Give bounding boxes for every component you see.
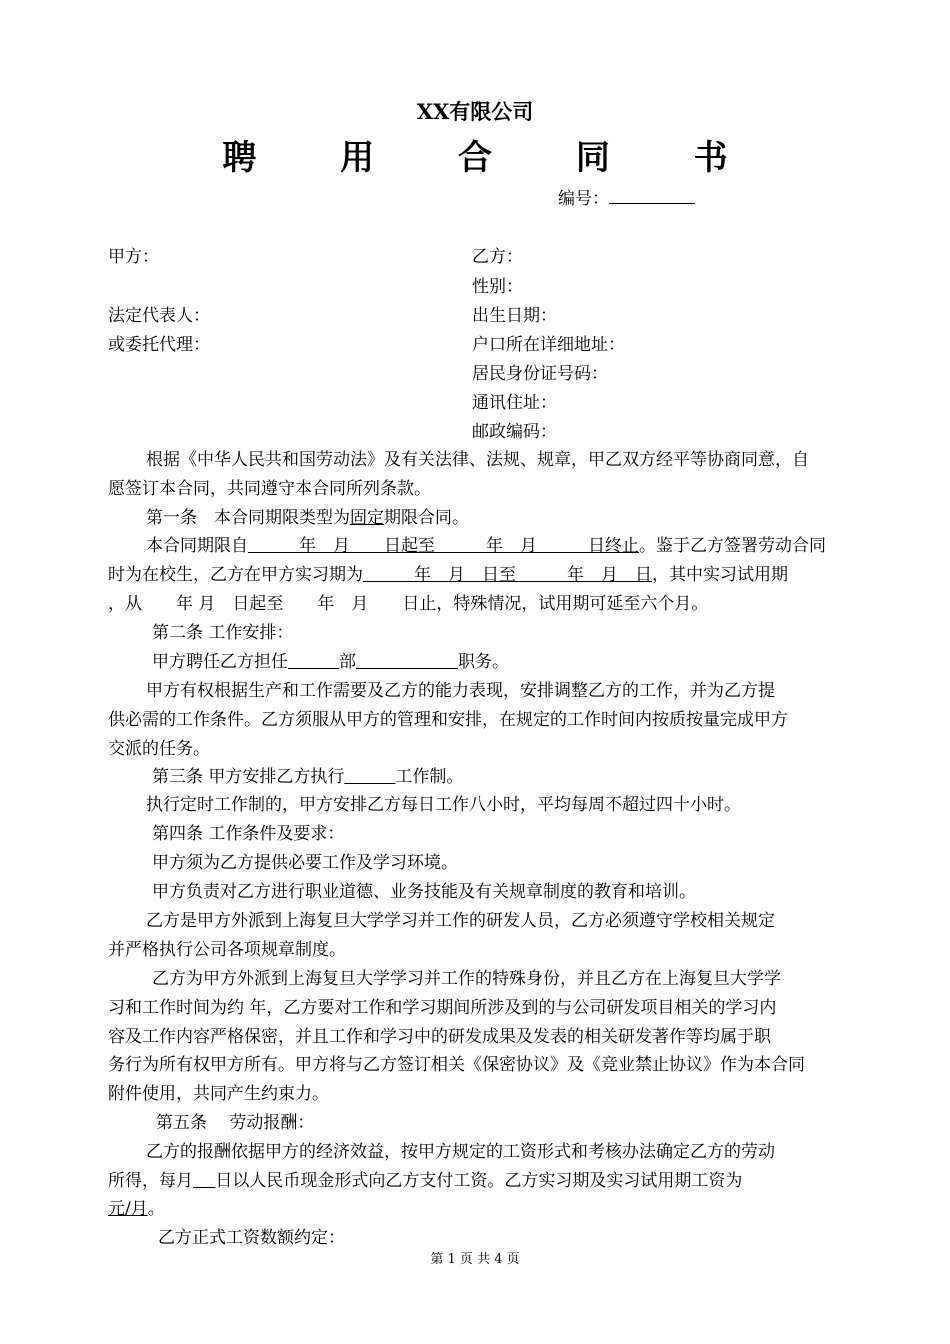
- article-4-para-3-line-1: 乙方是甲方外派到上海复旦大学学习并工作的研发人员，乙方必须遵守学校相关规定: [146, 911, 775, 931]
- position-post: 职务。: [458, 652, 509, 672]
- article-4-para-4-line-3: 容及工作内容严格保密，并且工作和学习中的研发成果及发表的相关研发著作等均属于职: [108, 1027, 771, 1047]
- article-1-pre: 第一条 本合同期限类型为: [146, 508, 350, 528]
- article-1-fixed: 固定: [350, 508, 384, 528]
- internship-line: [108, 560, 788, 585]
- article-5-para-2: 乙方正式工资数额约定：: [158, 1228, 345, 1248]
- article-5-para-1-line-1: 乙方的报酬依据甲方的经济效益，按甲方规定的工资形式和考核办法确定乙方的劳动: [146, 1142, 775, 1162]
- internship-post: ，其中实习试用期: [652, 565, 788, 585]
- internship-dates: 年 月 日至 年 月 日: [363, 565, 652, 585]
- department-blank: [288, 652, 339, 672]
- id-number-label: 居民身份证号码：: [472, 364, 608, 384]
- internship-pre: 时为在校生，乙方在甲方实习期为: [108, 565, 363, 585]
- article-4-para-4-line-4: 务行为所有权甲方所有。甲方将与乙方签订相关《保密协议》及《竞业禁止协议》作为本合同: [108, 1055, 805, 1075]
- article-4-para-2: 甲方负责对乙方进行职业道德、业务技能及有关规章制度的教育和培训。: [152, 882, 696, 902]
- address-label: 通讯住址：: [472, 393, 557, 413]
- article-5-heading: 第五条 劳动报酬：: [156, 1113, 315, 1133]
- legal-rep-label: 法定代表人：: [108, 306, 210, 326]
- agent-label: 或委托代理：: [108, 335, 210, 355]
- article-5-para-1-line-2: [108, 1166, 742, 1191]
- pay-day-blank: [193, 1171, 215, 1191]
- party-a-label: 甲方：: [108, 247, 159, 267]
- party-b-label: 乙方：: [472, 247, 523, 267]
- page-footer: 第 1 页 共 4 页: [430, 1252, 520, 1267]
- article-2-para-3: 交派的任务。: [108, 739, 210, 759]
- article-1-post: 期限合同。: [384, 508, 469, 528]
- position-blank: [356, 652, 458, 672]
- document-number: [558, 184, 695, 209]
- document-number-label: 编号：: [558, 189, 609, 209]
- pay-day-pre: 所得，每月: [108, 1171, 193, 1191]
- salary-unit: 元/月: [108, 1199, 148, 1219]
- article-2-para-2: 供必需的工作条件。乙方须服从甲方的管理和安排，在规定的工作时间内按质按量完成甲方: [108, 710, 788, 730]
- article-4-para-1: 甲方须为乙方提供必要工作及学习环境。: [152, 853, 458, 873]
- contract-title: 聘 用 合 同 书: [222, 138, 764, 178]
- article-4-para-4-line-1: 乙方为甲方外派到上海复旦大学学习并工作的特殊身份，并且乙方在上海复旦大学学: [152, 969, 781, 989]
- work-system-blank: [344, 767, 395, 787]
- hukou-label: 户口所在详细地址：: [472, 335, 625, 355]
- article-2-para-1: 甲方有权根据生产和工作需要及乙方的能力表现，安排调整乙方的工作，并为乙方提: [146, 681, 775, 701]
- article-4-heading: 第四条 工作条件及要求：: [152, 824, 345, 844]
- probation-line: ，从 年 月 日起至 年 月 日止，特殊情况，试用期可延至六个月。: [108, 594, 709, 614]
- article-3-heading: [152, 762, 463, 787]
- term-dates: 年 月 日起至 年 月 日终止: [248, 536, 639, 556]
- article-2-position: [152, 647, 509, 672]
- postcode-label: 邮政编码：: [472, 422, 557, 442]
- gender-label: 性别：: [472, 277, 523, 297]
- term-line: [146, 531, 826, 556]
- article-4-para-4-line-2: 习和工作时间为约 年，乙方要对工作和学习期间所涉及到的与公司研发项目相关的学习内: [108, 998, 777, 1018]
- term-pre: 本合同期限自: [146, 536, 248, 556]
- article-3-post: 工作制。: [395, 767, 464, 787]
- intro-line-1: 根据《中华人民共和国劳动法》及有关法律、法规、规章，甲乙双方经平等协商同意，自: [146, 450, 809, 470]
- article-3-pre: 第三条 甲方安排乙方执行: [152, 767, 345, 787]
- term-post: 。鉴于乙方签署劳动合同: [639, 536, 826, 556]
- intro-line-2: 愿签订本合同，共同遵守本合同所列条款。: [108, 479, 431, 499]
- document-number-blank: [609, 187, 695, 204]
- article-5-para-1-line-3: [108, 1194, 165, 1219]
- position-pre: 甲方聘任乙方担任: [152, 652, 288, 672]
- birth-label: 出生日期：: [472, 306, 557, 326]
- article-3-para: 执行定时工作制的，甲方安排乙方每日工作八小时，平均每周不超过四十小时。: [146, 795, 741, 815]
- article-1: [146, 503, 469, 528]
- article-4-para-3-line-2: 并严格执行公司各项规章制度。: [108, 940, 346, 960]
- company-name: XX有限公司: [416, 99, 534, 124]
- salary-period-end: 。: [147, 1199, 165, 1219]
- article-2-heading: 第二条 工作安排：: [152, 623, 294, 643]
- position-mid: 部: [339, 652, 356, 672]
- article-4-para-4-line-5: 附件使用，共同产生约束力。: [108, 1084, 329, 1104]
- pay-day-post: 日以人民币现金形式向乙方支付工资。乙方实习期及实习试用期工资为: [215, 1171, 743, 1191]
